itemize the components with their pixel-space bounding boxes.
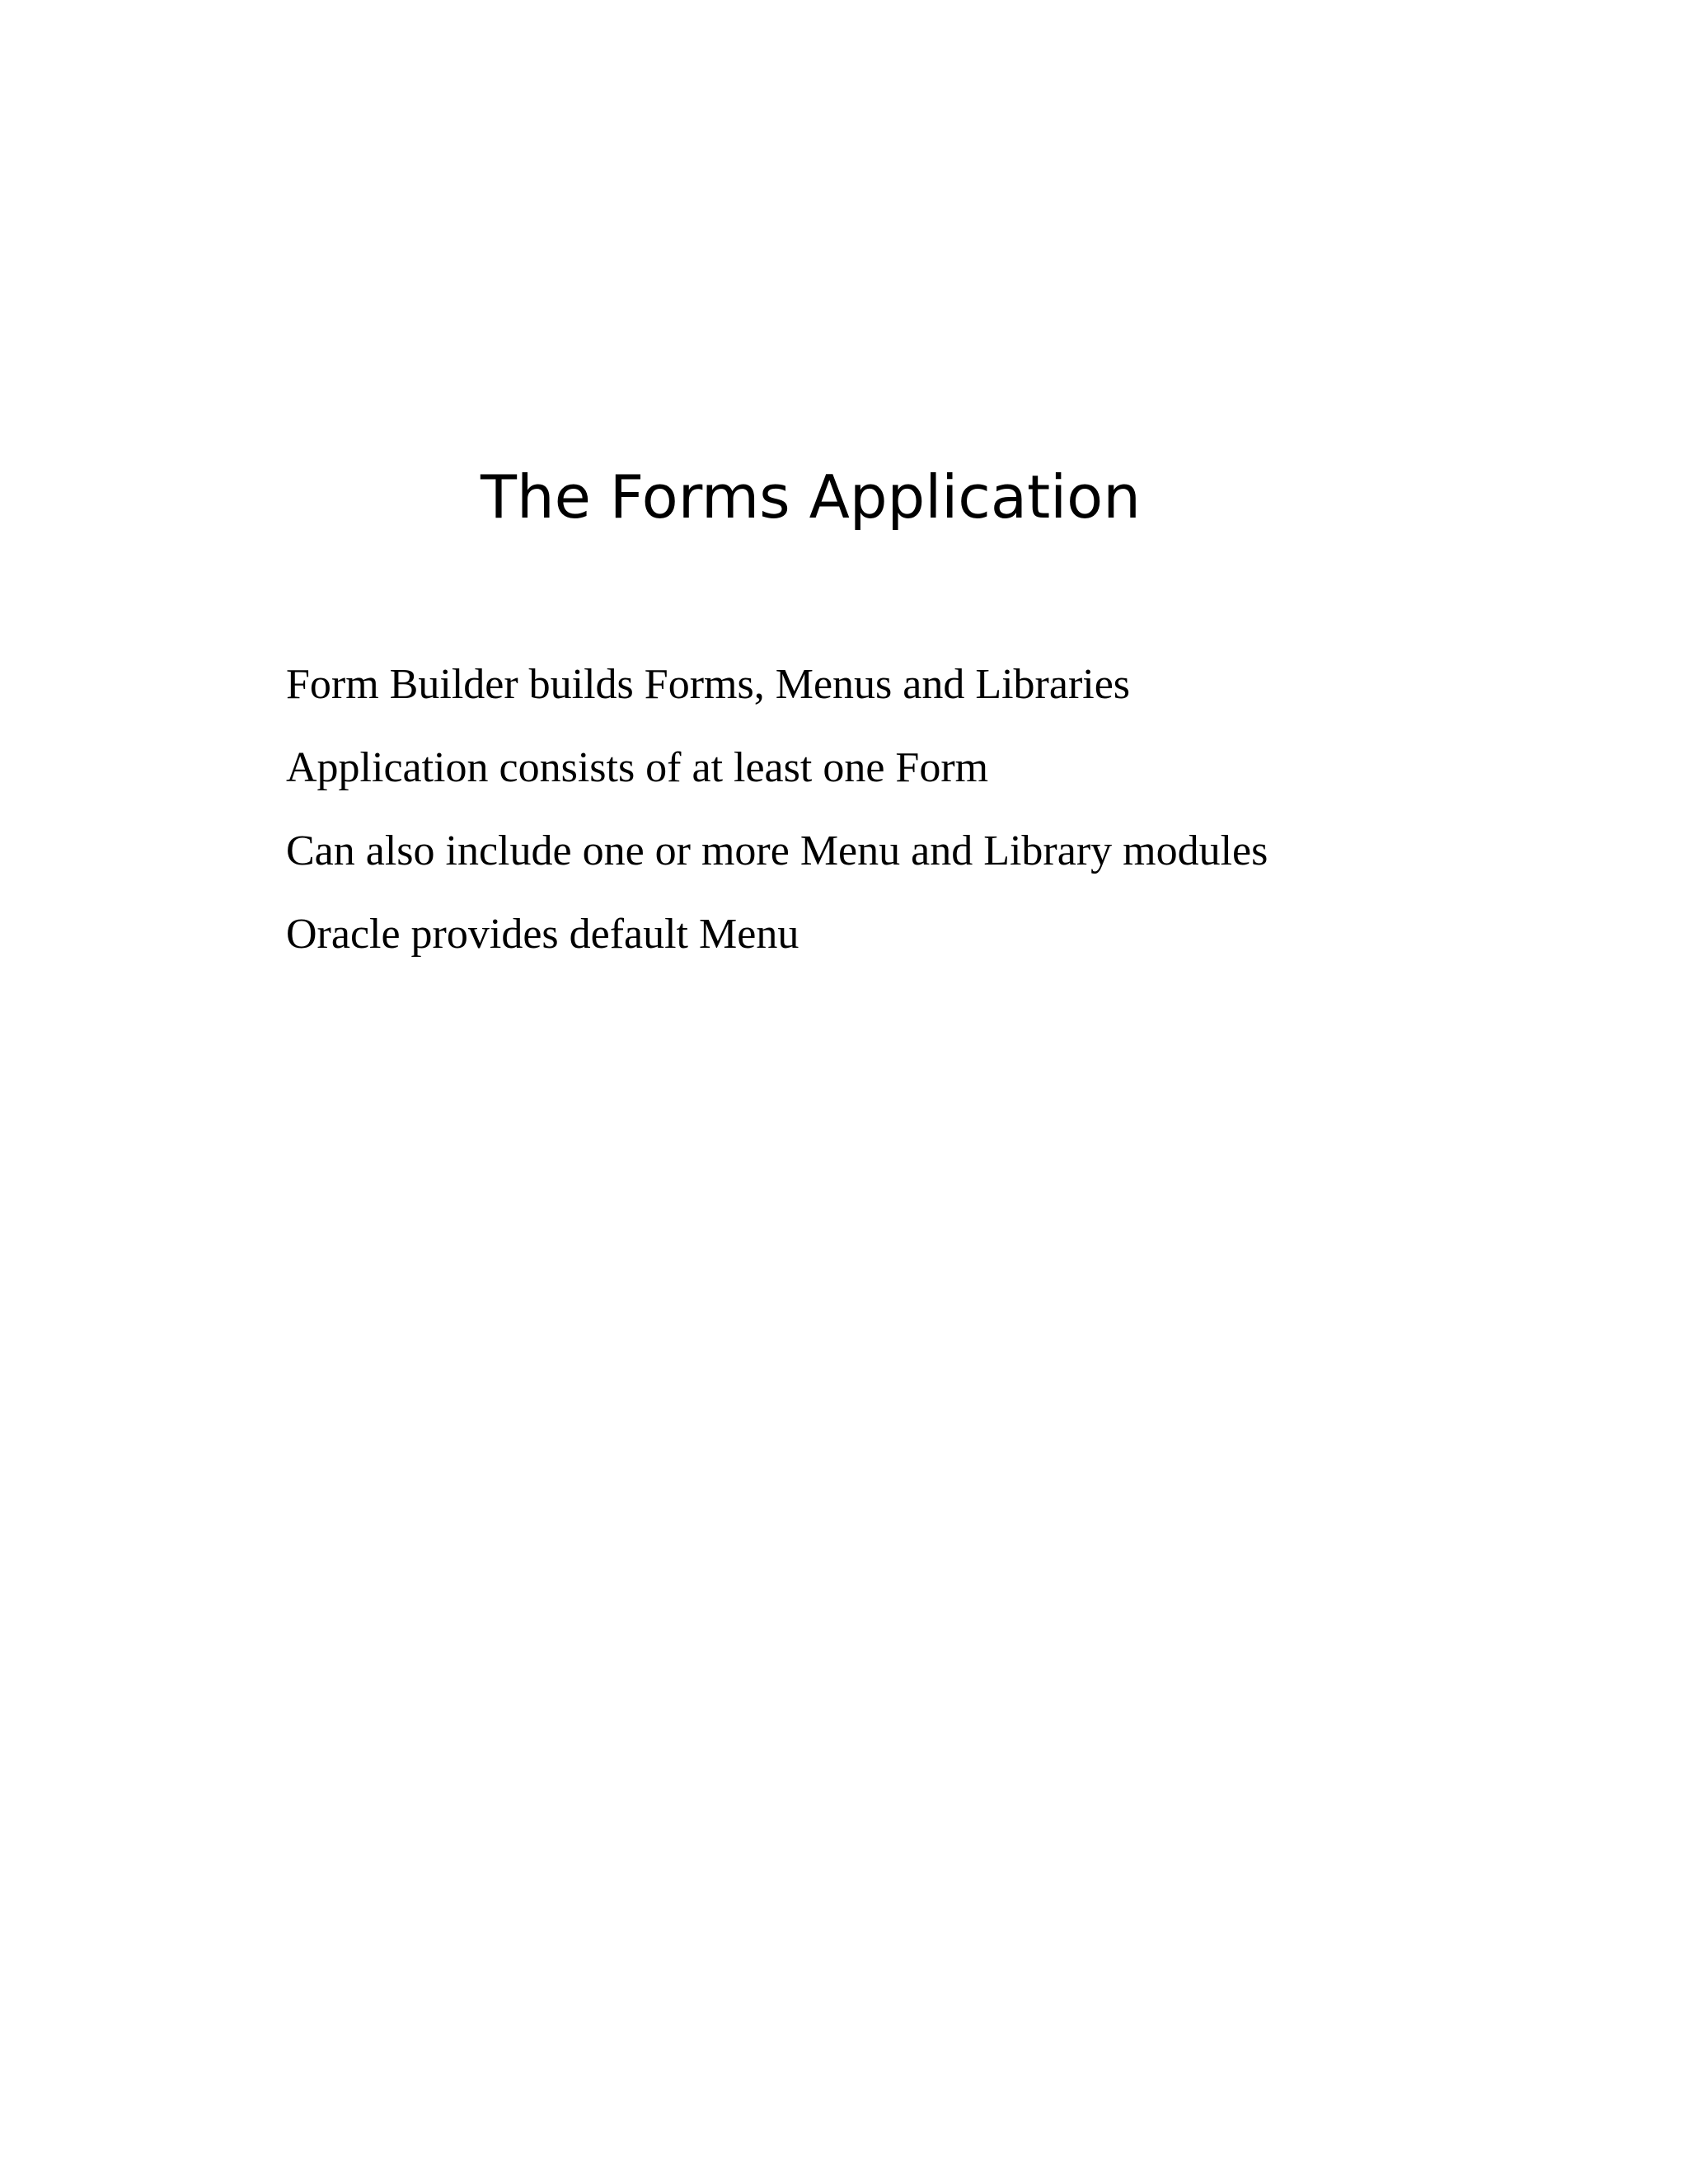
content-line: Application consists of at least one Form — [286, 744, 989, 791]
content-lines — [286, 659, 1268, 992]
content-line: Can also include one or more Menu and Library modules — [286, 827, 1268, 874]
content-line: Form Builder builds Forms, Menus and Libraries — [286, 661, 1131, 708]
content-line: Oracle provides default Menu — [286, 911, 799, 958]
page-title: The Forms Application — [481, 462, 1141, 532]
